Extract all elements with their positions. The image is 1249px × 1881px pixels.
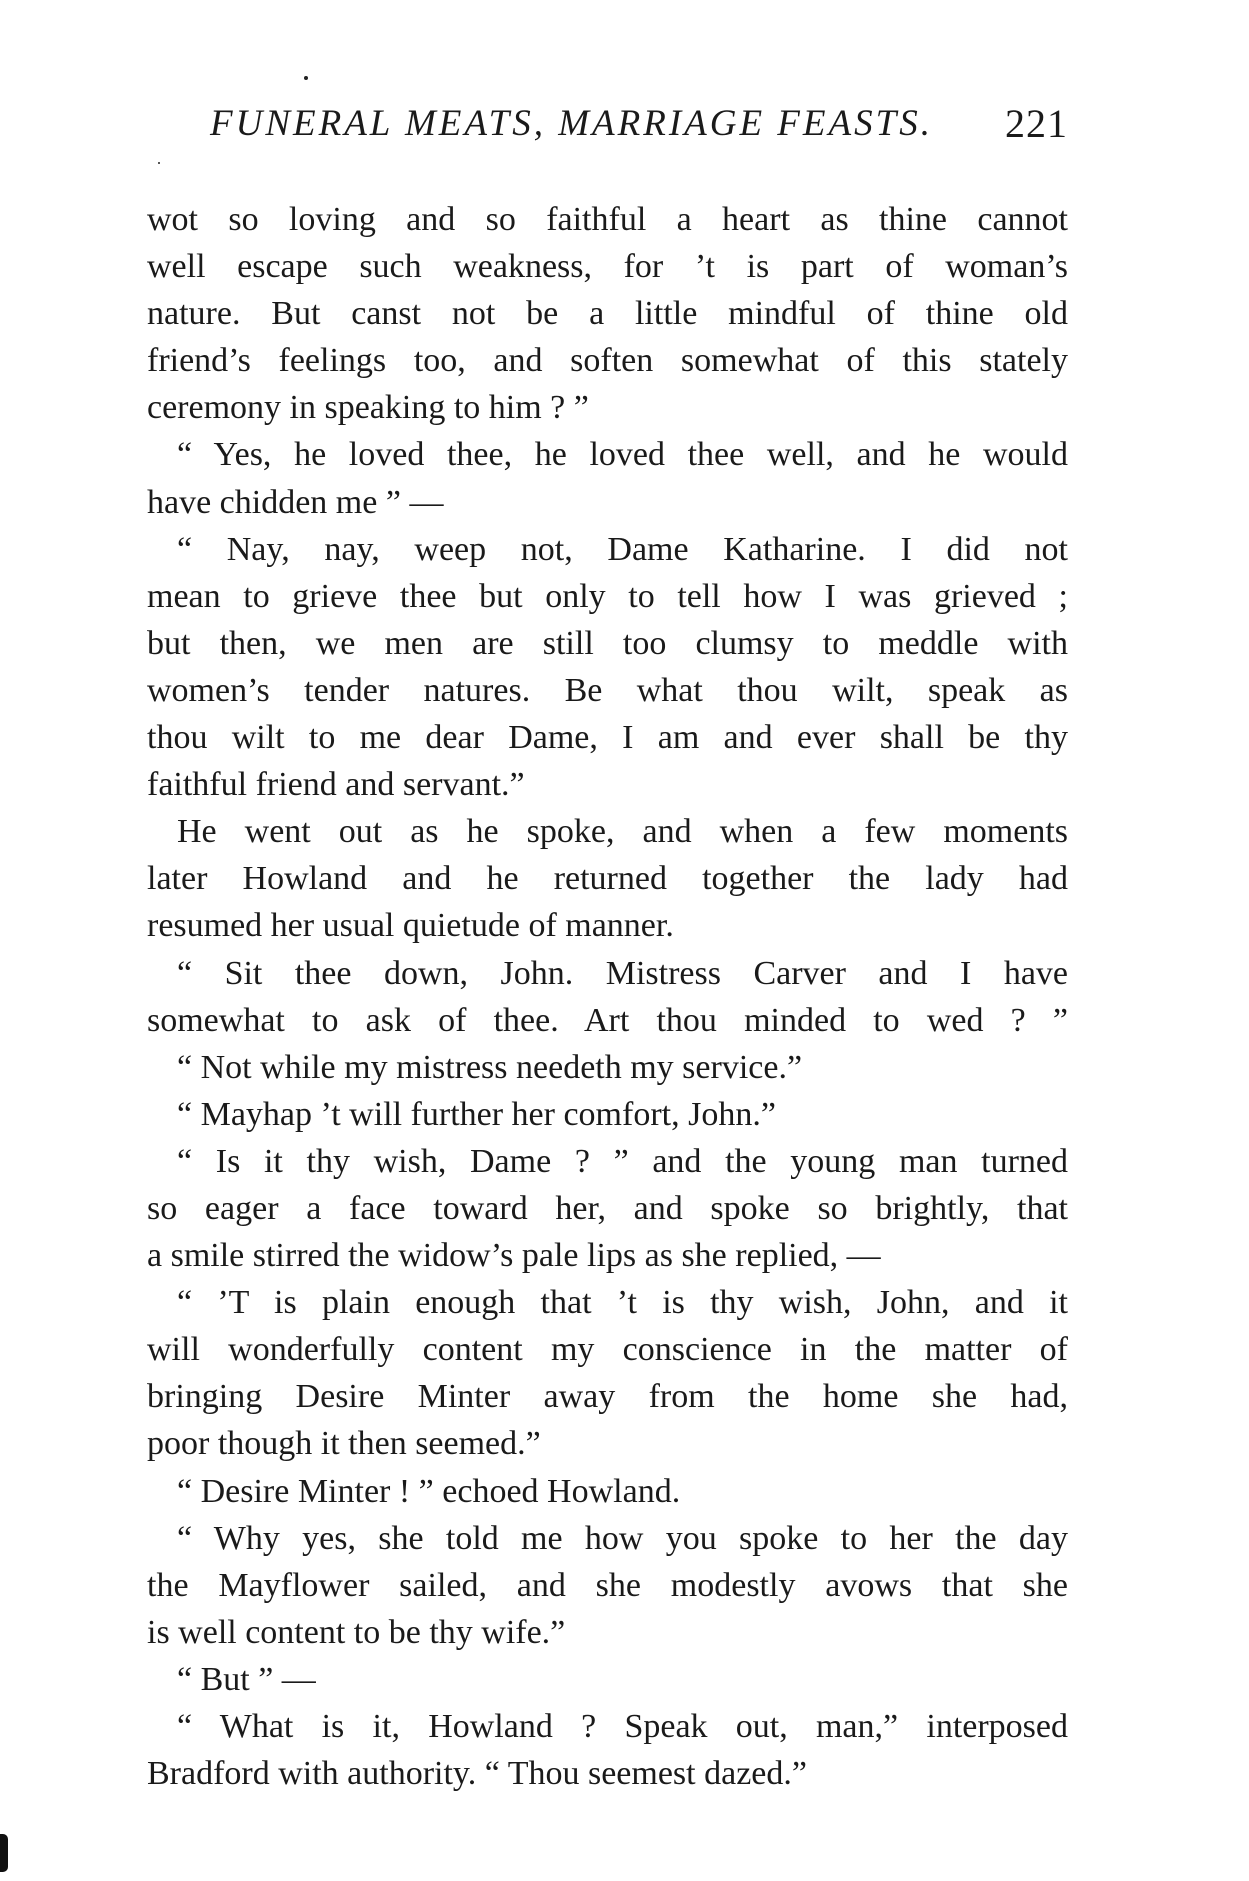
text-line: Bradford with authority. “ Thou seemest dazed.” — [147, 1755, 807, 1793]
page-edge-mark — [0, 1834, 8, 1872]
text-line: wot so loving and so faithful a heart as thine cannot — [147, 201, 1068, 238]
running-title: FUNERAL MEATS, MARRIAGE FEASTS. — [210, 103, 933, 144]
text-line: have chidden me ” — — [147, 483, 444, 521]
text-line: later Howland and he returned together the lady had — [147, 860, 1068, 898]
text-line: “ Desire Minter ! ” echoed Howland. — [177, 1472, 681, 1510]
running-head — [196, 94, 1068, 154]
text-line: women’s tender natures. Be what thou wilt, speak as — [147, 671, 1068, 709]
text-line: faithful friend and servant.” — [147, 766, 525, 804]
text-line: is well content to be thy wife.” — [147, 1613, 566, 1651]
text-line: well escape such weakness, for ’t is part of woman’s — [147, 248, 1068, 286]
text-line: will wonderfully content my conscience in the matter of — [147, 1331, 1068, 1369]
text-line: somewhat to ask of thee. Art thou minded to wed ? ” — [147, 1001, 1068, 1039]
text-line: poor though it then seemed.” — [147, 1425, 541, 1463]
text-line: “ What is it, Howland ? Speak out, man,” interposed — [177, 1708, 1068, 1745]
text-line: thou wilt to me dear Dame, I am and ever shall be thy — [147, 719, 1068, 757]
page-number: 221 — [1005, 101, 1068, 146]
body-text — [147, 196, 1068, 1797]
text-line: so eager a face toward her, and spoke so brightly, that — [147, 1189, 1068, 1227]
paper-speck — [158, 162, 160, 164]
text-line: resumed her usual quietude of manner. — [147, 907, 674, 945]
paper-speck — [304, 76, 308, 80]
text-line: “ ’T is plain enough that ’t is thy wish, John, and it — [177, 1284, 1068, 1322]
text-line: “ Yes, he loved thee, he loved thee well, and he would — [177, 436, 1068, 474]
text-line: mean to grieve thee but only to tell how I was grieved ; — [147, 577, 1068, 615]
text-line: nature. But canst not be a little mindful of thine old — [147, 295, 1068, 333]
text-line: “ Nay, nay, weep not, Dame Katharine. I did not — [177, 530, 1068, 568]
text-line: but then, we men are still too clumsy to meddle with — [147, 624, 1068, 662]
text-line: ceremony in speaking to him ? ” — [147, 389, 589, 427]
text-line: “ Sit thee down, John. Mistress Carver and I have — [177, 954, 1068, 992]
text-line: “ Is it thy wish, Dame ? ” and the young man turned — [177, 1142, 1068, 1180]
text-line: friend’s feelings too, and soften somewhat of this stately — [147, 342, 1068, 380]
text-line: “ But ” — — [177, 1660, 316, 1698]
text-line: “ Why yes, she told me how you spoke to her the day — [177, 1519, 1068, 1557]
text-line: “ Not while my mistress needeth my service.” — [177, 1048, 803, 1086]
text-line: bringing Desire Minter away from the home she had, — [147, 1378, 1068, 1416]
text-line: He went out as he spoke, and when a few moments — [177, 813, 1068, 851]
text-line: a smile stirred the widow’s pale lips as she replied, — — [147, 1237, 881, 1275]
text-line: “ Mayhap ’t will further her comfort, John.” — [177, 1095, 776, 1133]
text-line: the Mayflower sailed, and she modestly avows that she — [147, 1566, 1068, 1604]
